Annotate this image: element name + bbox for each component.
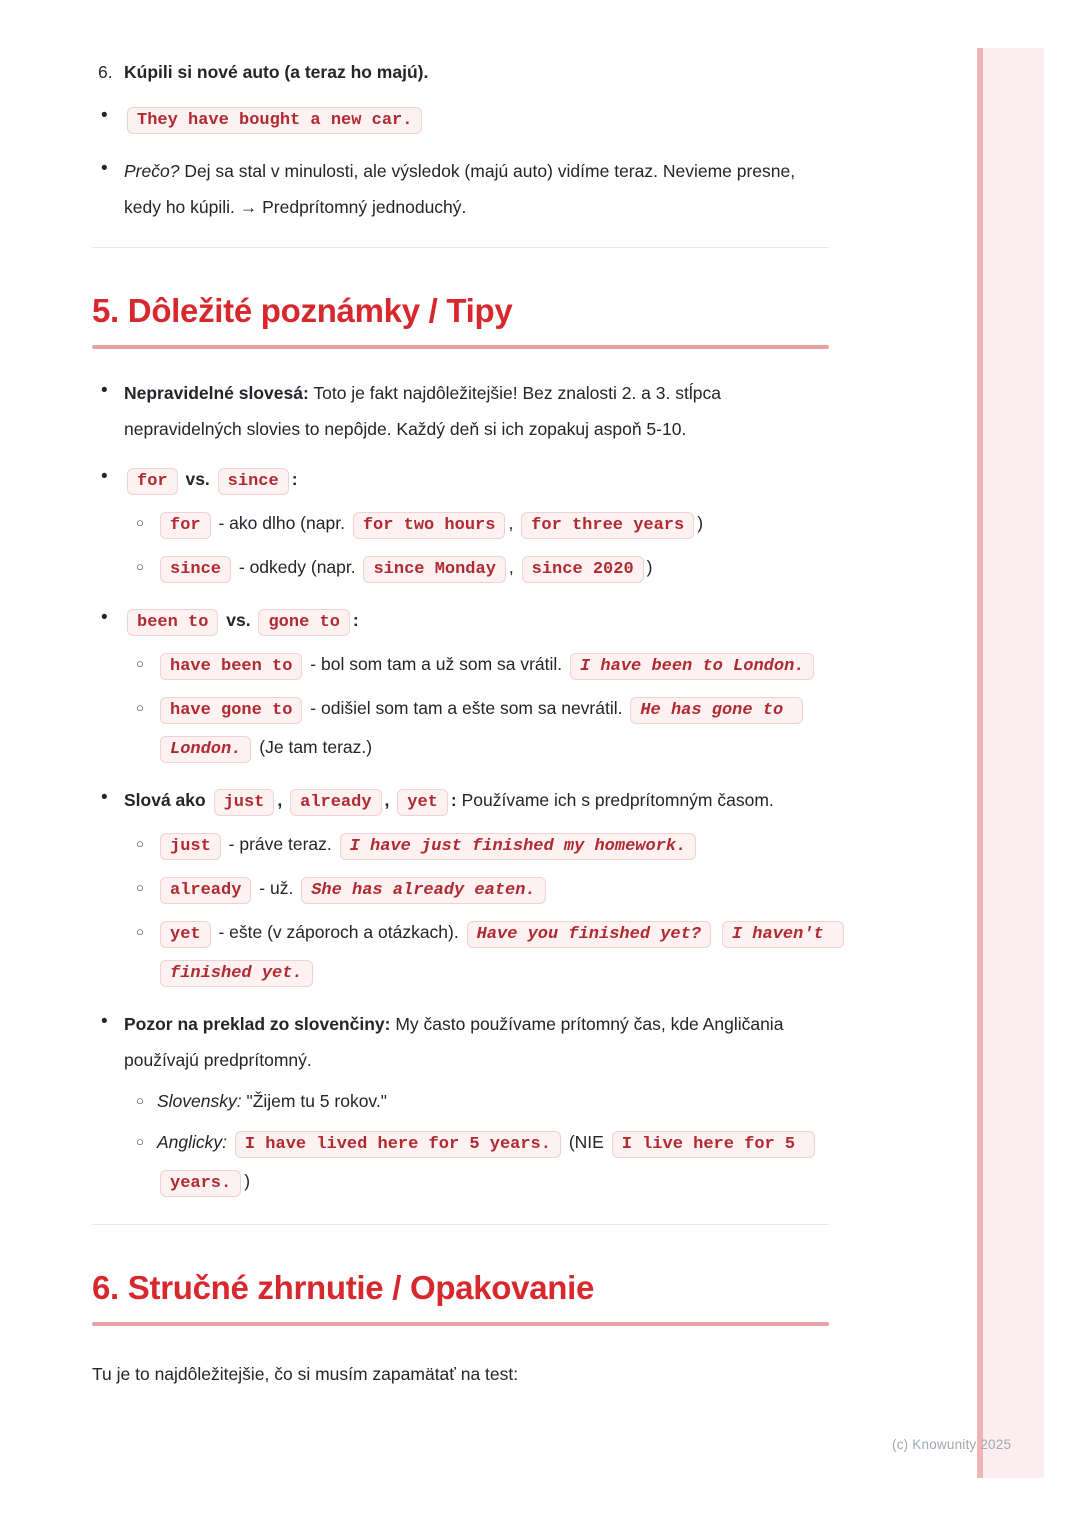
text-run: vs. [180,469,215,489]
numbered-item-text [124,62,428,82]
section-heading: 6. Stručné zhrnutie / Opakovanie [92,1269,595,1306]
text-run [714,922,719,942]
divider [92,1224,829,1225]
text-run: Tu je to najdôležitejšie, čo si musím zapamätať na test: [92,1364,519,1384]
inline-code-chip: already [160,877,251,904]
inline-code-chip: since [218,468,289,495]
text-run: Anglicky: [157,1132,228,1152]
inline-code-chip: since Monday [363,556,505,583]
list-item [92,100,829,139]
circle-icon: ○ [136,1134,144,1149]
sub-list-item [92,549,829,588]
bullet-icon: • [101,466,108,487]
text-run: (NIE [563,1132,609,1152]
text-run: , [384,790,395,810]
inline-code-chip: I have lived here for 5 years. [235,1131,561,1158]
section-heading: 5. Dôležité poznámky / Tipy [92,292,513,329]
sub-list-item [92,1083,829,1119]
text-run: Slová ako [124,790,211,810]
list-item [92,782,829,821]
text-run: vs. [221,610,256,630]
text-run [227,1132,232,1152]
numbered-item [92,58,829,86]
circle-icon: ○ [136,559,144,574]
inline-code-chip: have gone to [160,697,302,724]
bullet-icon: • [101,105,108,126]
heading-underline [92,1322,829,1326]
inline-code-chip: She has already eaten. [301,877,545,904]
list-item [92,461,829,500]
inline-code-chip: I haven't finished yet. [160,921,844,987]
sub-list-item [92,646,829,685]
text-run: - bol som tam a už som sa vrátil. [305,654,568,674]
list-item [92,1006,829,1078]
inline-code-chip: have been to [160,653,302,680]
section-header [92,1269,829,1326]
inline-code-chip: for [160,512,211,539]
sub-list-item [92,690,829,768]
text-run: Nepravidelné slovesá: [124,383,309,403]
circle-icon: ○ [136,880,144,895]
text-run: - práve teraz. [223,834,337,854]
inline-code-chip: He has gone to London. [160,697,803,763]
inline-code-chip: since 2020 [522,556,644,583]
sub-list-item [92,870,829,909]
text-run: : [291,469,298,489]
inline-code-chip: for two hours [353,512,506,539]
sub-list-item [92,826,829,865]
inline-code-chip: They have bought a new car. [127,107,422,134]
text-run: Prečo? [124,161,180,181]
inline-code-chip: I have just finished my homework. [340,833,697,860]
text-run: Kúpili si nové auto (a teraz ho majú). [124,62,429,82]
bullet-icon: • [101,158,108,179]
text-run: - už. [254,878,299,898]
text-run: : [352,610,359,630]
list-item [92,153,829,225]
sub-list-item [92,1124,829,1202]
circle-icon: ○ [136,836,144,851]
text-run: - ako dlho (napr. [213,513,350,533]
text-run: - odišiel som tam a ešte som sa nevrátil. [305,698,628,718]
text-run: , [277,790,288,810]
inline-code-chip: already [290,789,381,816]
circle-icon: ○ [136,656,144,671]
paragraph [92,1360,829,1388]
text-run: Toto je fakt najdôležitejšie! Bez znalosti 2. a 3. stĺpca nepravidelných slovies to nepôjde. Každý deň si ich zopakuj aspoň 5-10. [124,383,721,439]
inline-code-chip: just [160,833,221,860]
bullet-icon: • [101,380,108,401]
bullet-icon: • [101,607,108,628]
inline-code-chip: Have you finished yet? [467,921,711,948]
sub-list-item [92,505,829,544]
inline-code-chip: for [127,468,178,495]
inline-code-chip: yet [160,921,211,948]
text-run: - ešte (v záporoch a otázkach). [213,922,464,942]
inline-code-chip: for three years [521,512,694,539]
document-content [92,48,834,1388]
bullet-icon: • [101,787,108,808]
text-run: Dej sa stal v minulosti, ale výsledok (majú auto) vidíme teraz. Nevieme presne, kedy ho kúpili. → Predprítomný jednoduchý. [124,161,796,217]
text-run: ) [244,1171,251,1191]
text-run: Používame ich s predprítomným časom. [456,790,774,810]
copyright-footer: (c) Knowunity 2025 [892,1437,1012,1452]
text-run: Pozor na preklad zo slovenčiny: [124,1014,391,1034]
inline-code-chip: since [160,556,231,583]
bullet-icon: • [101,1011,108,1032]
text-run: , [508,557,519,577]
list-item [92,602,829,641]
list-item [92,375,829,447]
text-run: My často používame prítomný čas, kde Angličania používajú predprítomný. [124,1014,784,1070]
text-run: (Je tam teraz.) [254,737,373,757]
inline-code-chip: yet [397,789,448,816]
next-page-edge [977,48,1044,1478]
circle-icon: ○ [136,924,144,939]
sub-list-item [92,914,834,992]
inline-code-chip: I have been to London. [570,653,814,680]
inline-code-chip: I live here for 5 years. [160,1131,815,1197]
heading-underline [92,345,829,349]
text-run: "Žijem tu 5 rokov." [241,1091,387,1111]
text-run: Slovensky: [157,1091,242,1111]
inline-code-chip: gone to [258,609,349,636]
circle-icon: ○ [136,700,144,715]
inline-code-chip: just [214,789,275,816]
text-run: , [508,513,519,533]
text-run: - odkedy (napr. [234,557,361,577]
text-run: ) [697,513,704,533]
text-run: ) [646,557,653,577]
circle-icon: ○ [136,515,144,530]
section-header [92,292,829,349]
text-run: : [450,790,457,810]
inline-code-chip: been to [127,609,218,636]
circle-icon: ○ [136,1093,144,1108]
item-number: 6. [98,62,113,82]
divider [92,247,829,248]
